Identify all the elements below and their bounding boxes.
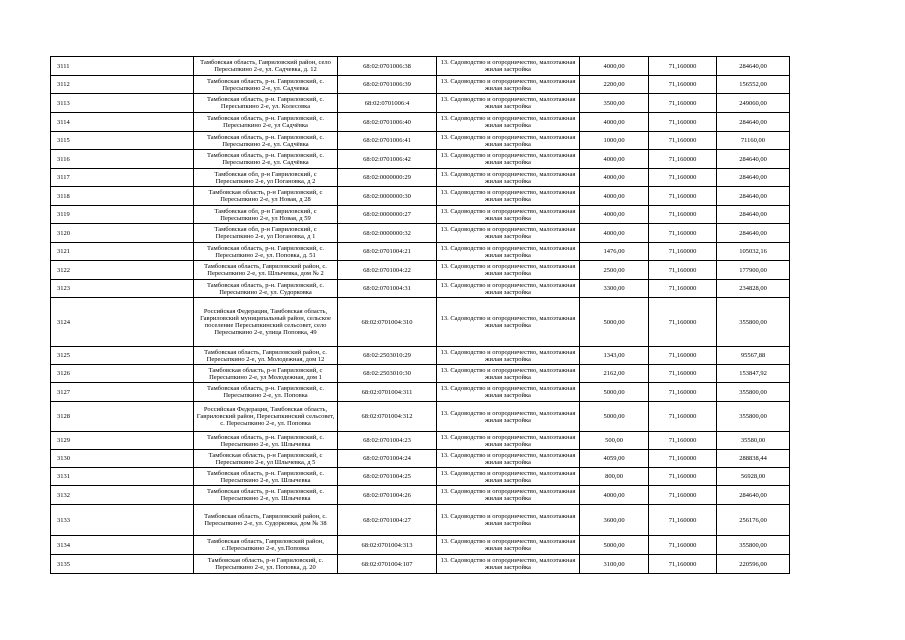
land-use-cell: 13. Садоводство и огородничество, малоэтажная жилая застройка	[437, 150, 580, 169]
cadastral-value-cell: 355800,00	[717, 536, 790, 555]
area-cell: 1476,00	[580, 243, 649, 261]
cadastral-number-cell: 68:02:0701006:4	[338, 94, 437, 113]
specific-value-cell: 71,160000	[649, 187, 717, 206]
land-use-cell: 13. Садоводство и огородничество, малоэтажная жилая застройка	[437, 57, 580, 76]
row-number: 3125	[51, 347, 194, 365]
address-cell: Тамбовская область, р-н. Гавриловский, с. Пересыпкино 2-е, ул. Садчёвка	[194, 150, 338, 169]
land-use-cell: 13. Садоводство и огородничество, малоэтажная жилая застройка	[437, 132, 580, 150]
land-use-cell: 13. Садоводство и огородничество, малоэтажная жилая застройка	[437, 347, 580, 365]
address-cell: Тамбовская область, р-н. Гавриловский, с. Пересыпкино 2-е, ул. Колесовка	[194, 94, 338, 113]
address-cell: Тамбовская область, р-н Гавриловский, с. Пересыпкино 2-е, ул. Поповка, д. 20	[194, 555, 338, 574]
cadastral-value-cell: 256176,00	[717, 505, 790, 536]
cadastral-value-cell: 284640,00	[717, 206, 790, 224]
specific-value-cell: 71,160000	[649, 450, 717, 468]
row-number: 3117	[51, 169, 194, 187]
area-cell: 4000,00	[580, 113, 649, 132]
table-row	[51, 280, 790, 298]
specific-value-cell: 71,160000	[649, 224, 717, 243]
land-use-cell: 13. Садоводство и огородничество, малоэтажная жилая застройка	[437, 555, 580, 574]
specific-value-cell: 71,160000	[649, 383, 717, 402]
cadastral-value-cell: 249060,00	[717, 94, 790, 113]
area-cell: 5000,00	[580, 402, 649, 432]
table-row	[51, 468, 790, 486]
specific-value-cell: 71,160000	[649, 468, 717, 486]
cadastral-value-cell: 355800,00	[717, 298, 790, 347]
cadastral-number-cell: 68:02:0701006:39	[338, 76, 437, 94]
area-cell: 2500,00	[580, 261, 649, 280]
area-cell: 4000,00	[580, 169, 649, 187]
cadastral-value-cell: 177900,00	[717, 261, 790, 280]
land-use-cell: 13. Садоводство и огородничество, малоэтажная жилая застройка	[437, 365, 580, 383]
cadastral-number-cell: 68:02:0701004:22	[338, 261, 437, 280]
land-use-cell: 13. Садоводство и огородничество, малоэтажная жилая застройка	[437, 187, 580, 206]
row-number: 3112	[51, 76, 194, 94]
area-cell: 4059,00	[580, 450, 649, 468]
land-use-cell: 13. Садоводство и огородничество, малоэтажная жилая застройка	[437, 505, 580, 536]
address-cell: Тамбовская область, р-н. Гавриловский, с. Пересыпкино 2-е, ул. Поповка	[194, 383, 338, 402]
cadastral-number-cell: 68:02:0701004:313	[338, 536, 437, 555]
cadastral-number-cell: 68:02:0701004:26	[338, 486, 437, 505]
area-cell: 4000,00	[580, 206, 649, 224]
address-cell: Тамбовская область, р-н Гавриловский, с Пересыпкино 2-е, ул Молодежная, дом 1	[194, 365, 338, 383]
cadastral-number-cell: 68:02:0701006:42	[338, 150, 437, 169]
row-number: 3116	[51, 150, 194, 169]
cadastral-value-cell: 284640,00	[717, 113, 790, 132]
row-number: 3132	[51, 486, 194, 505]
table-row	[51, 261, 790, 280]
address-cell: Тамбовская обл, р-н Гавриловский, с Пересыпкино 2-е, ул Погановка, д 1	[194, 224, 338, 243]
cadastral-value-cell: 284640,00	[717, 486, 790, 505]
specific-value-cell: 71,160000	[649, 555, 717, 574]
cadastral-value-cell: 288838,44	[717, 450, 790, 468]
cadastral-value-cell: 71160,00	[717, 132, 790, 150]
cadastral-number-cell: 68:02:2503010:30	[338, 365, 437, 383]
row-number: 3114	[51, 113, 194, 132]
cadastral-value-cell: 56928,00	[717, 468, 790, 486]
address-cell: Тамбовская область, Гавриловский район, с. Пересыпкино 2-е, ул. Молодежная, дом 12	[194, 347, 338, 365]
row-number: 3131	[51, 468, 194, 486]
table-row	[51, 505, 790, 536]
area-cell: 4000,00	[580, 57, 649, 76]
cadastral-value-cell: 284640,00	[717, 150, 790, 169]
cadastral-value-cell: 153847,92	[717, 365, 790, 383]
row-number: 3128	[51, 402, 194, 432]
cadastral-value-cell: 355800,00	[717, 402, 790, 432]
table-row	[51, 555, 790, 574]
address-cell: Тамбовская область, р-н. Гавриловский, с. Пересыпкино 2-е, ул. Поповка, д. 51	[194, 243, 338, 261]
row-number: 3115	[51, 132, 194, 150]
table-row	[51, 132, 790, 150]
table-row	[51, 365, 790, 383]
address-cell: Российская Федерация, Тамбовская область, Гавриловский муниципальный район, сельское поселение Пересыпкинский сельсовет, село Пересыпкино 2-е, улица Поповка, 49	[194, 298, 338, 347]
cadastral-value-cell: 284640,00	[717, 224, 790, 243]
row-number: 3124	[51, 298, 194, 347]
land-use-cell: 13. Садоводство и огородничество, малоэтажная жилая застройка	[437, 402, 580, 432]
specific-value-cell: 71,160000	[649, 150, 717, 169]
land-use-cell: 13. Садоводство и огородничество, малоэтажная жилая застройка	[437, 280, 580, 298]
cadastral-number-cell: 68:02:0701004:23	[338, 432, 437, 450]
land-valuation-table	[50, 56, 790, 574]
land-use-cell: 13. Садоводство и огородничество, малоэтажная жилая застройка	[437, 486, 580, 505]
area-cell: 3300,00	[580, 280, 649, 298]
row-number: 3113	[51, 94, 194, 113]
area-cell: 2200,00	[580, 76, 649, 94]
specific-value-cell: 71,160000	[649, 347, 717, 365]
table-row	[51, 76, 790, 94]
cadastral-number-cell: 68:02:0701004:31	[338, 280, 437, 298]
land-use-cell: 13. Садоводство и огородничество, малоэтажная жилая застройка	[437, 169, 580, 187]
table-row	[51, 432, 790, 450]
row-number: 3118	[51, 187, 194, 206]
address-cell: Тамбовская область, р-н. Гавриловский, с. Пересыпкино 2-е, ул. Садчевка	[194, 76, 338, 94]
row-number: 3123	[51, 280, 194, 298]
land-use-cell: 13. Садоводство и огородничество, малоэтажная жилая застройка	[437, 76, 580, 94]
cadastral-number-cell: 68:02:2503010:29	[338, 347, 437, 365]
specific-value-cell: 71,160000	[649, 76, 717, 94]
row-number: 3127	[51, 383, 194, 402]
address-cell: Тамбовская обл, р-н Гавриловский, с Пересыпкино 2-е, ул Погановка, д 2	[194, 169, 338, 187]
land-use-cell: 13. Садоводство и огородничество, малоэтажная жилая застройка	[437, 536, 580, 555]
row-number: 3120	[51, 224, 194, 243]
specific-value-cell: 71,160000	[649, 57, 717, 76]
cadastral-value-cell: 220596,00	[717, 555, 790, 574]
table-row	[51, 383, 790, 402]
specific-value-cell: 71,160000	[649, 132, 717, 150]
area-cell: 4000,00	[580, 187, 649, 206]
cadastral-value-cell: 105032,16	[717, 243, 790, 261]
specific-value-cell: 71,160000	[649, 402, 717, 432]
table-row	[51, 57, 790, 76]
table-row	[51, 206, 790, 224]
table-row	[51, 486, 790, 505]
area-cell: 5000,00	[580, 383, 649, 402]
table-row	[51, 150, 790, 169]
cadastral-number-cell: 68:02:0701006:40	[338, 113, 437, 132]
address-cell: Тамбовская область, р-н. Гавриловский, с. Пересыпкино 2-е, ул. Шлычевка	[194, 468, 338, 486]
table-row	[51, 347, 790, 365]
specific-value-cell: 71,160000	[649, 94, 717, 113]
cadastral-value-cell: 35580,00	[717, 432, 790, 450]
table-row	[51, 224, 790, 243]
cadastral-value-cell: 234828,00	[717, 280, 790, 298]
specific-value-cell: 71,160000	[649, 169, 717, 187]
land-use-cell: 13. Садоводство и огородничество, малоэтажная жилая застройка	[437, 224, 580, 243]
area-cell: 1343,00	[580, 347, 649, 365]
table-row	[51, 536, 790, 555]
specific-value-cell: 71,160000	[649, 113, 717, 132]
table-row	[51, 187, 790, 206]
address-cell: Тамбовская область, р-н. Гавриловский, с. Пересыпкино 2-е, ул. Шлычевка	[194, 486, 338, 505]
area-cell: 4000,00	[580, 224, 649, 243]
area-cell: 4000,00	[580, 486, 649, 505]
cadastral-value-cell: 284640,00	[717, 187, 790, 206]
address-cell: Тамбовская область, р-н. Гавриловский, с. Пересыпкино 2-е, ул Садчёвка	[194, 113, 338, 132]
cadastral-value-cell: 284640,00	[717, 169, 790, 187]
cadastral-number-cell: 68:02:0701004:24	[338, 450, 437, 468]
table-row	[51, 169, 790, 187]
specific-value-cell: 71,160000	[649, 280, 717, 298]
specific-value-cell: 71,160000	[649, 432, 717, 450]
table-row	[51, 113, 790, 132]
cadastral-number-cell: 68:02:0701004:311	[338, 383, 437, 402]
row-number: 3119	[51, 206, 194, 224]
row-number: 3126	[51, 365, 194, 383]
cadastral-number-cell: 68:02:0701004:25	[338, 468, 437, 486]
cadastral-value-cell: 156552,00	[717, 76, 790, 94]
specific-value-cell: 71,160000	[649, 243, 717, 261]
address-cell: Тамбовская область, р-н Гавриловский, с Пересыпкино 2-е, ул Новая, д 28	[194, 187, 338, 206]
land-use-cell: 13. Садоводство и огородничество, малоэтажная жилая застройка	[437, 261, 580, 280]
table-row	[51, 450, 790, 468]
land-use-cell: 13. Садоводство и огородничество, малоэтажная жилая застройка	[437, 113, 580, 132]
land-use-cell: 13. Садоводство и огородничество, малоэтажная жилая застройка	[437, 468, 580, 486]
address-cell: Российская Федерация, Тамбовская область, Гавриловский район, Пересыпкинский сельсовет, с. Пересыпкино 2-е, ул. Поповка	[194, 402, 338, 432]
row-number: 3130	[51, 450, 194, 468]
area-cell: 4000,00	[580, 150, 649, 169]
cadastral-number-cell: 68:02:0000000:30	[338, 187, 437, 206]
table-row	[51, 243, 790, 261]
address-cell: Тамбовская область, Гавриловский район, с.Пересыпкино 2-е, ул.Поповка	[194, 536, 338, 555]
area-cell: 3100,00	[580, 555, 649, 574]
area-cell: 1000,00	[580, 132, 649, 150]
row-number: 3121	[51, 243, 194, 261]
specific-value-cell: 71,160000	[649, 206, 717, 224]
row-number: 3135	[51, 555, 194, 574]
address-cell: Тамбовская область, р-н. Гавриловский, с. Пересыпкино 2-е, ул. Судорковка	[194, 280, 338, 298]
cadastral-number-cell: 68:02:0701006:41	[338, 132, 437, 150]
land-use-cell: 13. Садоводство и огородничество, малоэтажная жилая застройка	[437, 298, 580, 347]
specific-value-cell: 71,160000	[649, 261, 717, 280]
cadastral-number-cell: 68:02:0701006:38	[338, 57, 437, 76]
area-cell: 3600,00	[580, 505, 649, 536]
address-cell: Тамбовская область, Гавриловский район, с. Пересыпкино 2-е, ул. Шлычевка, дом № 2	[194, 261, 338, 280]
table-row	[51, 94, 790, 113]
row-number: 3111	[51, 57, 194, 76]
land-use-cell: 13. Садоводство и огородничество, малоэтажная жилая застройка	[437, 450, 580, 468]
address-cell: Тамбовская область, Гавриловский район, с. Пересыпкино 2-е, ул. Судорковка, дом № 38	[194, 505, 338, 536]
land-use-cell: 13. Садоводство и огородничество, малоэтажная жилая застройка	[437, 243, 580, 261]
area-cell: 2162,00	[580, 365, 649, 383]
cadastral-number-cell: 68:02:0701004:312	[338, 402, 437, 432]
area-cell: 3500,00	[580, 94, 649, 113]
cadastral-number-cell: 68:02:0701004:310	[338, 298, 437, 347]
cadastral-number-cell: 68:02:0000000:27	[338, 206, 437, 224]
row-number: 3129	[51, 432, 194, 450]
specific-value-cell: 71,160000	[649, 536, 717, 555]
specific-value-cell: 71,160000	[649, 365, 717, 383]
area-cell: 800,00	[580, 468, 649, 486]
address-cell: Тамбовская обл, р-н Гавриловский, с Пересыпкино 2-е, ул Новая, д 59	[194, 206, 338, 224]
cadastral-number-cell: 68:02:0000000:32	[338, 224, 437, 243]
cadastral-number-cell: 68:02:0000000:29	[338, 169, 437, 187]
address-cell: Тамбовская область, р-н. Гавриловский, с. Пересыпкино 2-е, ул. Садчёвка	[194, 132, 338, 150]
cadastral-number-cell: 68:02:0701004:27	[338, 505, 437, 536]
land-use-cell: 13. Садоводство и огородничество, малоэтажная жилая застройка	[437, 206, 580, 224]
row-number: 3133	[51, 505, 194, 536]
cadastral-value-cell: 95567,88	[717, 347, 790, 365]
area-cell: 5000,00	[580, 536, 649, 555]
land-use-cell: 13. Садоводство и огородничество, малоэтажная жилая застройка	[437, 383, 580, 402]
address-cell: Тамбовская область, р-н. Гавриловский, с. Пересыпкино 2-е, ул. Шлычевка	[194, 432, 338, 450]
address-cell: Тамбовская область, Гавриловский район, село Пересыпкино 2-е, ул. Садчевка, д. 12	[194, 57, 338, 76]
specific-value-cell: 71,160000	[649, 505, 717, 536]
table-row	[51, 298, 790, 347]
area-cell: 5000,00	[580, 298, 649, 347]
cadastral-value-cell: 355800,00	[717, 383, 790, 402]
address-cell: Тамбовская область, р-н Гавриловский, с Пересыпкино 2-е, ул Шлычевка, д 5	[194, 450, 338, 468]
land-use-cell: 13. Садоводство и огородничество, малоэтажная жилая застройка	[437, 432, 580, 450]
cadastral-number-cell: 68:02:0701004:107	[338, 555, 437, 574]
cadastral-number-cell: 68:02:0701004:21	[338, 243, 437, 261]
row-number: 3134	[51, 536, 194, 555]
row-number: 3122	[51, 261, 194, 280]
land-use-cell: 13. Садоводство и огородничество, малоэтажная жилая застройка	[437, 94, 580, 113]
cadastral-value-cell: 284640,00	[717, 57, 790, 76]
table-row	[51, 402, 790, 432]
area-cell: 500,00	[580, 432, 649, 450]
specific-value-cell: 71,160000	[649, 486, 717, 505]
specific-value-cell: 71,160000	[649, 298, 717, 347]
